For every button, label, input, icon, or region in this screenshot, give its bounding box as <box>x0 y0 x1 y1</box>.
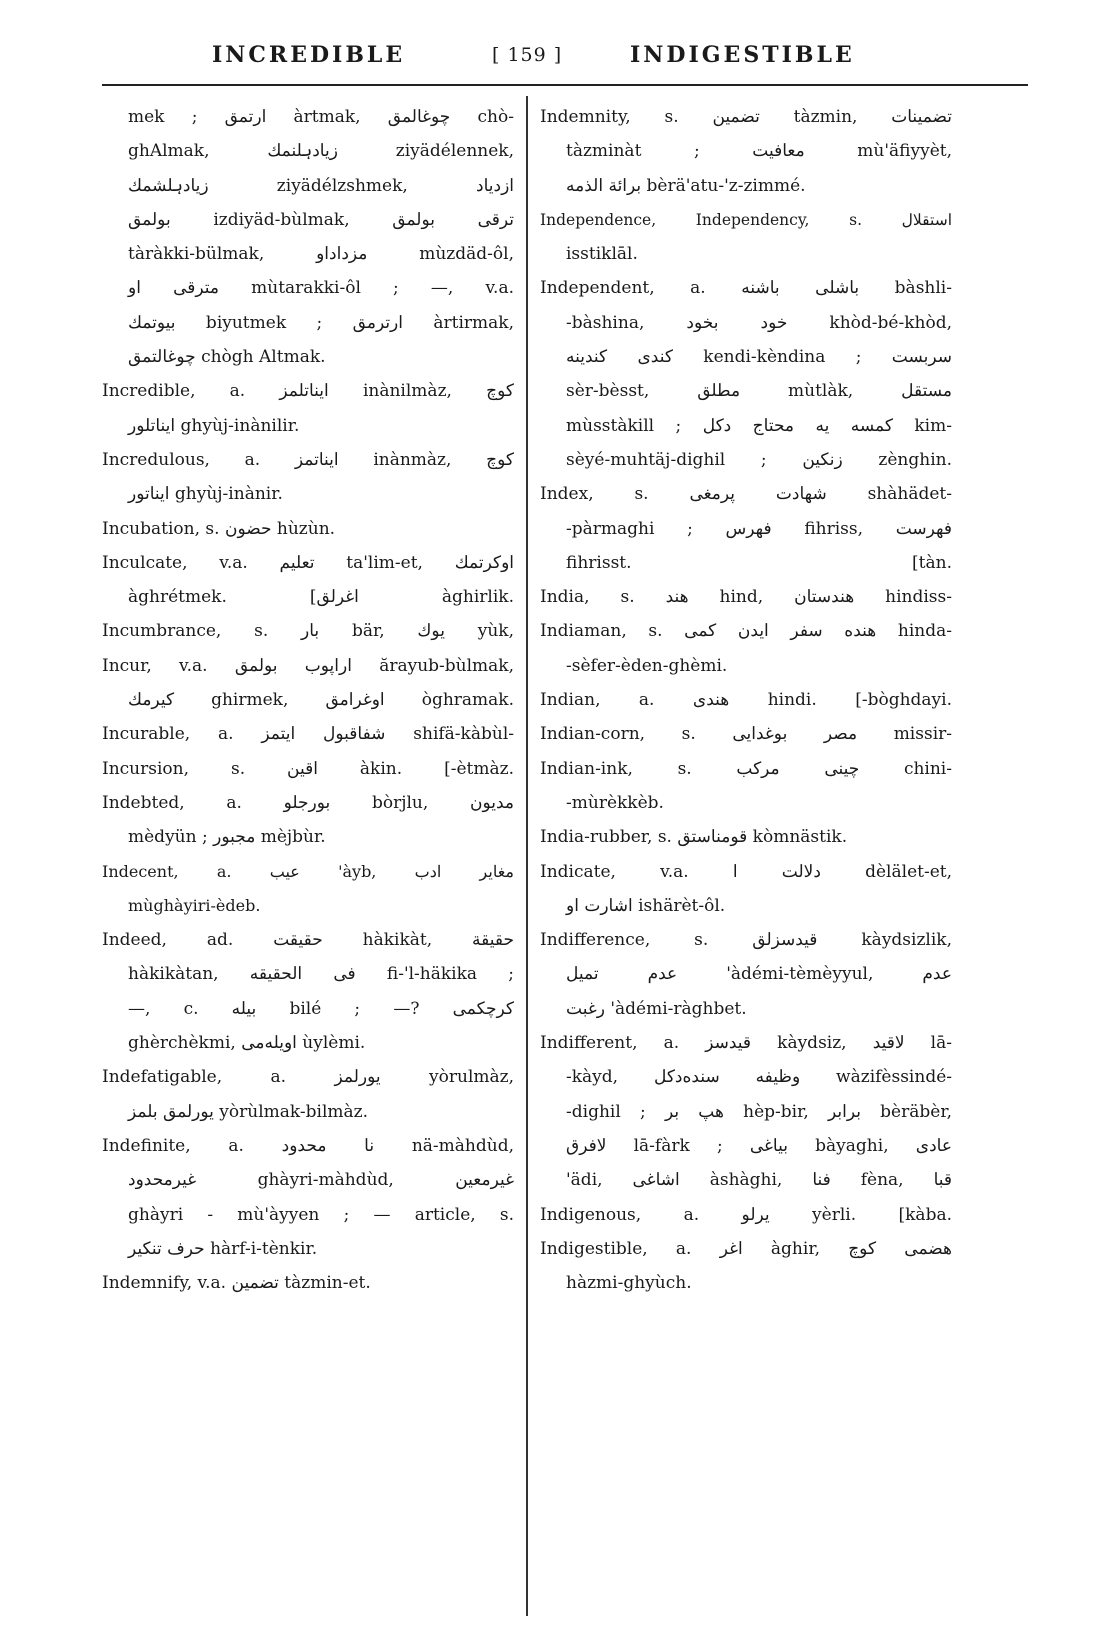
entry-line: یورلمق بلمز yòrùlmak-bilmàz. <box>128 1101 369 1122</box>
entry-line: Indefinite, a. نا محدود nä-màhdùd, <box>102 1135 514 1156</box>
left-column <box>102 100 514 1300</box>
entry-line: غیرمحدود ghàyri-màhdùd, غیرمعین <box>128 1170 514 1191</box>
entry-line: لافرق lā-fàrk ; بیاغی bàyaghi, عادی <box>566 1135 952 1156</box>
entry-line: àghrétmek. [اغرلق àghirlik. <box>128 587 514 608</box>
entry-line: Indecent, a. عیب 'àyb, مغایر ادب <box>102 861 514 881</box>
entry-line: Indigenous, a. یرلو yèrli. [kàba. <box>540 1204 952 1225</box>
entry-line: Indian-ink, s. چینی مرکب chini- <box>540 758 952 779</box>
entry-line: sèyé-muhtäj-dighil ; زنکین zènghin. <box>566 449 952 470</box>
entry-line: -bàshina, خود بخود khòd-bé-khòd, <box>566 312 952 333</box>
entry-line: Indemnify, v.a. تضمین tàzmin-et. <box>102 1273 371 1294</box>
header-first-headword: INCREDIBLE <box>212 42 406 68</box>
entry-line: mek ; ارتمق àrtmak, چوغالمق chò- <box>128 107 514 127</box>
entry-line: -pàrmaghi ; فهرس fihriss, فهرست <box>566 518 952 539</box>
entry-line: —, c. بیله bilé ; —? کرچکمی <box>128 998 514 1019</box>
entry-line: mùghàyiri-èdeb. <box>128 895 261 915</box>
running-header <box>0 42 1115 82</box>
entry-line: fihrisst. [tàn. <box>566 552 952 573</box>
entry-line: اشارت او ishärèt-ôl. <box>566 895 726 916</box>
header-rule <box>102 84 1028 86</box>
entry-line: ایناتلور ghyùj-inànilir. <box>128 415 300 436</box>
entry-line: Incur, v.a. اراپوب بولمق ărayub-bùlmak, <box>102 655 514 676</box>
entry-line: Indian, a. هندی hindi. [-bòghdayi. <box>540 690 952 711</box>
entry-line: India, s. هند hind, هندستان hindiss- <box>540 587 952 608</box>
entry-line: sèr-bèsst, مطلق mùtlàk, مستقل <box>566 381 952 402</box>
entry-line: بیوتمك biyutmek ; ارترمق àrtirmak, <box>128 312 514 333</box>
entry-line: Indifferent, a. قیدسز kàydsiz, لاقید lā- <box>540 1033 952 1054</box>
entry-line: Indiaman, s. هنده سفر ایدن کمی hinda- <box>540 621 952 642</box>
entry-line: Index, s. شهادت پرمغی shàhädet- <box>540 484 952 505</box>
entry-line: Inculcate, v.a. تعلیم ta'lim-et, اوکرتمك <box>102 552 514 573</box>
entry-line: mùsstàkill ; کمسه یه محتاج دکل kim- <box>566 415 952 436</box>
right-column <box>540 100 952 1300</box>
entry-line: -mùrèkkèb. <box>566 792 664 813</box>
entry-line: ghèrchèkmi, اویلەمی ùylèmi. <box>128 1033 366 1054</box>
entry-line: Indigestible, a. اغر àghir, هضمی کوچ <box>540 1238 952 1259</box>
entry-line: -dighil ; هپ بر hèp-bir, برابر bèräbèr, <box>566 1101 952 1122</box>
entry-line: hàzmi-ghyùch. <box>566 1273 692 1294</box>
entry-line: hàkikàtan, فی الحقیقه fi-'l-häkika ; <box>128 964 514 985</box>
entry-line: مترقی او mùtarakki-ôl ; —, v.a. <box>128 278 514 299</box>
entry-line: کیرمك ghirmek, اوغرامق òghramak. <box>128 690 514 711</box>
entry-line: Incredulous, a. ایناتمز inànmàz, کوچ <box>102 449 514 470</box>
entry-line: ghàyri - mù'àyyen ; — article, s. <box>128 1204 514 1225</box>
entry-line: 'ädi, اشاغی àshàghi, فنا fèna, قبا <box>566 1170 952 1191</box>
entry-line: ایناتور ghyùj-inànir. <box>128 484 283 505</box>
entry-line: ghAlmak, زیادہلنمك ziyädélennek, <box>128 141 514 162</box>
entry-line: Indian-corn, s. مصر بوغدایی missir- <box>540 724 952 745</box>
entry-line: عدم تمیل 'àdémi-tèmèyyul, عدم <box>566 964 952 985</box>
entry-line: Indefatigable, a. یورلمز yòrulmàz, <box>102 1067 514 1088</box>
entry-line: Indicate, v.a. دلالت ا dèlälet-et, <box>540 861 952 882</box>
entry-line: Incurable, a. شفاقبول ایتمز shifä-kàbùl- <box>102 724 514 745</box>
entry-line: -sèfer-èden-ghèmi. <box>566 655 728 676</box>
entry-line: چوغالتمق chògh Altmak. <box>128 347 326 368</box>
entry-line: Incumbrance, s. بار bär, یوك yùk, <box>102 621 514 642</box>
page-number: [ 159 ] <box>492 44 563 66</box>
entry-line: زیادہلشمك ziyädélzshmek, ازدیاد <box>128 175 514 196</box>
entry-line: حرف تنکیر hàrf-i-tènkir. <box>128 1238 318 1259</box>
entry-line: tàzminàt ; معافیت mù'äfiyyèt, <box>566 141 952 162</box>
entry-line: tàràkki-bülmak, مزداداو mùzdäd-ôl, <box>128 244 514 265</box>
entry-line: Indifference, s. قیدسزلق kàydsizlik, <box>540 930 952 951</box>
entry-line: isstiklāl. <box>566 244 638 265</box>
entry-line: Indemnity, s. تضمین tàzmin, تضمینات <box>540 107 952 127</box>
entry-line: mèdyün ; مجبور mèjbùr. <box>128 827 326 848</box>
entry-line: Independent, a. باشلی باشنه bàshli- <box>540 278 952 299</box>
entry-line: کندی کندینه kendi-kèndina ; سربست <box>566 347 952 368</box>
entry-line: Incubation, s. حضون hùzùn. <box>102 518 336 539</box>
entry-line: India-rubber, s. قومناستق kòmnästik. <box>540 827 848 848</box>
entry-line: برائة الذمه bèrä'atu-'z-zimmé. <box>566 175 806 196</box>
entry-line: رغبت 'àdémi-ràghbet. <box>566 998 747 1019</box>
header-last-headword: INDIGESTIBLE <box>630 42 855 68</box>
entry-line: Incredible, a. ایناتلمز inànilmàz, کوچ <box>102 381 514 402</box>
entry-line: -kàyd, وظیفه سندەدکل wàzifèssindé- <box>566 1067 952 1088</box>
entry-line: Indeed, ad. حقیقت hàkikàt, حقیقة <box>102 930 514 951</box>
column-divider <box>526 96 528 1616</box>
entry-line: Independence, Independency, s. استقلال <box>540 210 952 229</box>
entry-line: Indebted, a. بورجلو bòrjlu, مدیون <box>102 792 514 813</box>
entry-line: Incursion, s. اقین àkin. [-ètmàz. <box>102 758 514 779</box>
entry-line: بولمق izdiyäd-bùlmak, ترقی بولمق <box>128 209 514 230</box>
